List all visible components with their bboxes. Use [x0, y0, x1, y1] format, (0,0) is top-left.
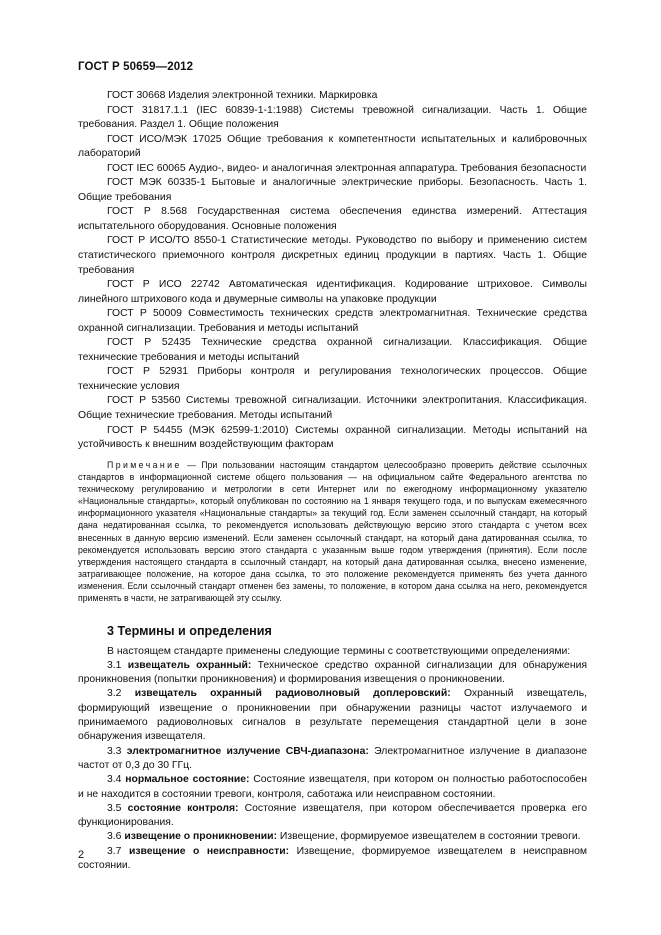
note-paragraph	[78, 459, 587, 605]
term-item	[78, 802, 587, 831]
term-name: извещатель охранный радиоволновый доплеровский:	[134, 688, 451, 700]
terms-list	[78, 645, 587, 874]
reference-item: ГОСТ Р 52435 Технические средства охранной сигнализации. Классификация. Общие технические требования и методы испытаний	[78, 337, 587, 363]
reference-item: ГОСТ Р 53560 Системы тревожной сигнализации. Источники электропитания. Классификация. Общие технические требования. Методы испытаний	[78, 395, 587, 422]
term-item	[78, 687, 587, 744]
term-number: 3.1	[107, 659, 128, 671]
reference-item: ГОСТ IEC 60065 Аудио-, видео- и аналогичная электронная аппаратура. Требования безопасности	[107, 162, 587, 174]
term-name: извещатель охранный:	[127, 659, 252, 671]
reference-item: ГОСТ ИСО/МЭК 17025 Общие требования к компетентности испытательных и калибровочных лабораторий	[78, 133, 587, 160]
term-definition: Состояние извещателя, при котором он полностью работоспособен и не находится в состоянии тревоги, контроля, саботажа или неисправном состоянии.	[78, 774, 587, 800]
term-number: 3.2	[107, 688, 135, 700]
term-name: извещение о неисправности:	[128, 845, 290, 857]
term-name: состояние контроля:	[127, 802, 239, 814]
term-definition: Техническое средство охранной сигнализации для обнаружения проникновения (попытки проникновения) и формирования извещения о проникновении.	[78, 659, 587, 686]
page-content	[78, 89, 587, 873]
term-item	[78, 773, 587, 802]
term-name: нормальное состояние:	[125, 774, 250, 786]
reference-item: ГОСТ Р ИСО 22742 Автоматическая идентификация. Кодирование штриховое. Символы линейного штрихового кода и двумерные символы на упаковке продукции	[78, 279, 587, 305]
term-number: 3.5	[107, 802, 128, 814]
reference-item: ГОСТ 30668 Изделия электронной техники. Маркировка	[107, 90, 378, 101]
reference-item: ГОСТ Р 50009 Совместимость технических средств электромагнитная. Технические средства охранной сигнализации. Требования и методы испытаний	[78, 308, 587, 334]
term-number: 3.7	[107, 845, 129, 857]
document-header: ГОСТ Р 50659—2012	[78, 61, 194, 73]
term-definition: Извещение, формируемое извещателем в неисправном состоянии.	[78, 845, 588, 871]
note-text: — При пользовании настоящим стандартом целесообразно проверить действие ссылочных стандартов в информационной системе общего пользования — на официальном сайте Федерального агентства по техническому регулированию и метрологии в сети Интернет или по ежегодному информационному указателю «Национальные стандарты», который опубликован по состоянию на 1 января текущего года, и по выпускам ежемесячного информационного указателя «Национальные стандарты» за текущий год. Если заменен ссылочный стандарт, на который дана недатированная ссылка, то рекомендуется использовать действующую версию этого стандарта с учетом всех внесенных в данную версию изменений. Если заменен ссылочный стандарт, на который дана датированная ссылка, то рекомендуется использовать версию этого стандарта с указанным выше годом утверждения (принятия). Если после утверждения настоящего стандарта в ссылочный стандарт, на который дана датированная ссылка, внесено изменение, затрагивающее положение, на которое дана ссылка, то это положение рекомендуется применять без учета данного изменения. Если ссылочный стандарт отменен без замены, то положение, в котором дана ссылка на него, рекомендуется применять в части, не затрагивающей эту ссылку.	[78, 459, 587, 604]
reference-item: ГОСТ 31817.1.1 (IEC 60839-1-1:1988) Системы тревожной сигнализации. Часть 1. Общие требования. Раздел 1. Общие положения	[78, 104, 587, 131]
term-name: электромагнитное излучение СВЧ-диапазона:	[126, 745, 369, 757]
term-definition: Извещение, формируемое извещателем в состоянии тревоги.	[277, 831, 581, 843]
page-number: 2	[78, 849, 85, 861]
reference-item: ГОСТ Р 52931 Приборы контроля и регулирования технологических процессов. Общие технические условия	[78, 366, 587, 392]
term-item	[78, 659, 587, 688]
reference-item: ГОСТ МЭК 60335-1 Бытовые и аналогичные электрические приборы. Безопасность. Часть 1. Общие требования	[78, 177, 587, 203]
section-intro: В настоящем стандарте применены следующие термины с соответствующими определениями:	[107, 645, 571, 657]
term-name: извещение о проникновении:	[124, 831, 278, 843]
term-definition: Электромагнитное излучение в диапазоне частот от 0,3 до 30 ГГц.	[78, 745, 587, 771]
reference-item: ГОСТ Р ИСО/ТО 8550-1 Статистические методы. Руководство по выбору и применению систем статистического приемочного контроля дискретных единиц продукции в партиях. Часть 1. Общие требования	[78, 235, 587, 276]
term-item	[78, 745, 587, 774]
section-title: 3 Термины и определения	[107, 623, 272, 638]
term-item	[78, 845, 587, 874]
normative-references	[78, 89, 587, 453]
reference-item: ГОСТ Р 54455 (МЭК 62599-1:2010) Системы охранной сигнализации. Методы испытаний на устойчивость к внешним воздействующим факторам	[78, 424, 587, 451]
note-label: Примечание	[107, 459, 182, 470]
term-number: 3.4	[107, 774, 126, 786]
term-definition: Охранный извещатель, формирующий извещение о проникновении при обнаружении разницы частот излучаемого и принимаемого радиоволновых сигналов в результате перемещения стандартной цели в зоне обнаружения извещателя.	[78, 688, 587, 743]
term-number: 3.3	[107, 745, 127, 757]
reference-item: ГОСТ Р 8.568 Государственная система обеспечения единства измерений. Аттестация испытательного оборудования. Основные положения	[78, 206, 587, 232]
term-definition: Состояние извещателя, при котором обеспечивается проверка его функционирования.	[78, 802, 587, 829]
term-item	[78, 830, 587, 844]
term-number: 3.6	[107, 831, 125, 843]
